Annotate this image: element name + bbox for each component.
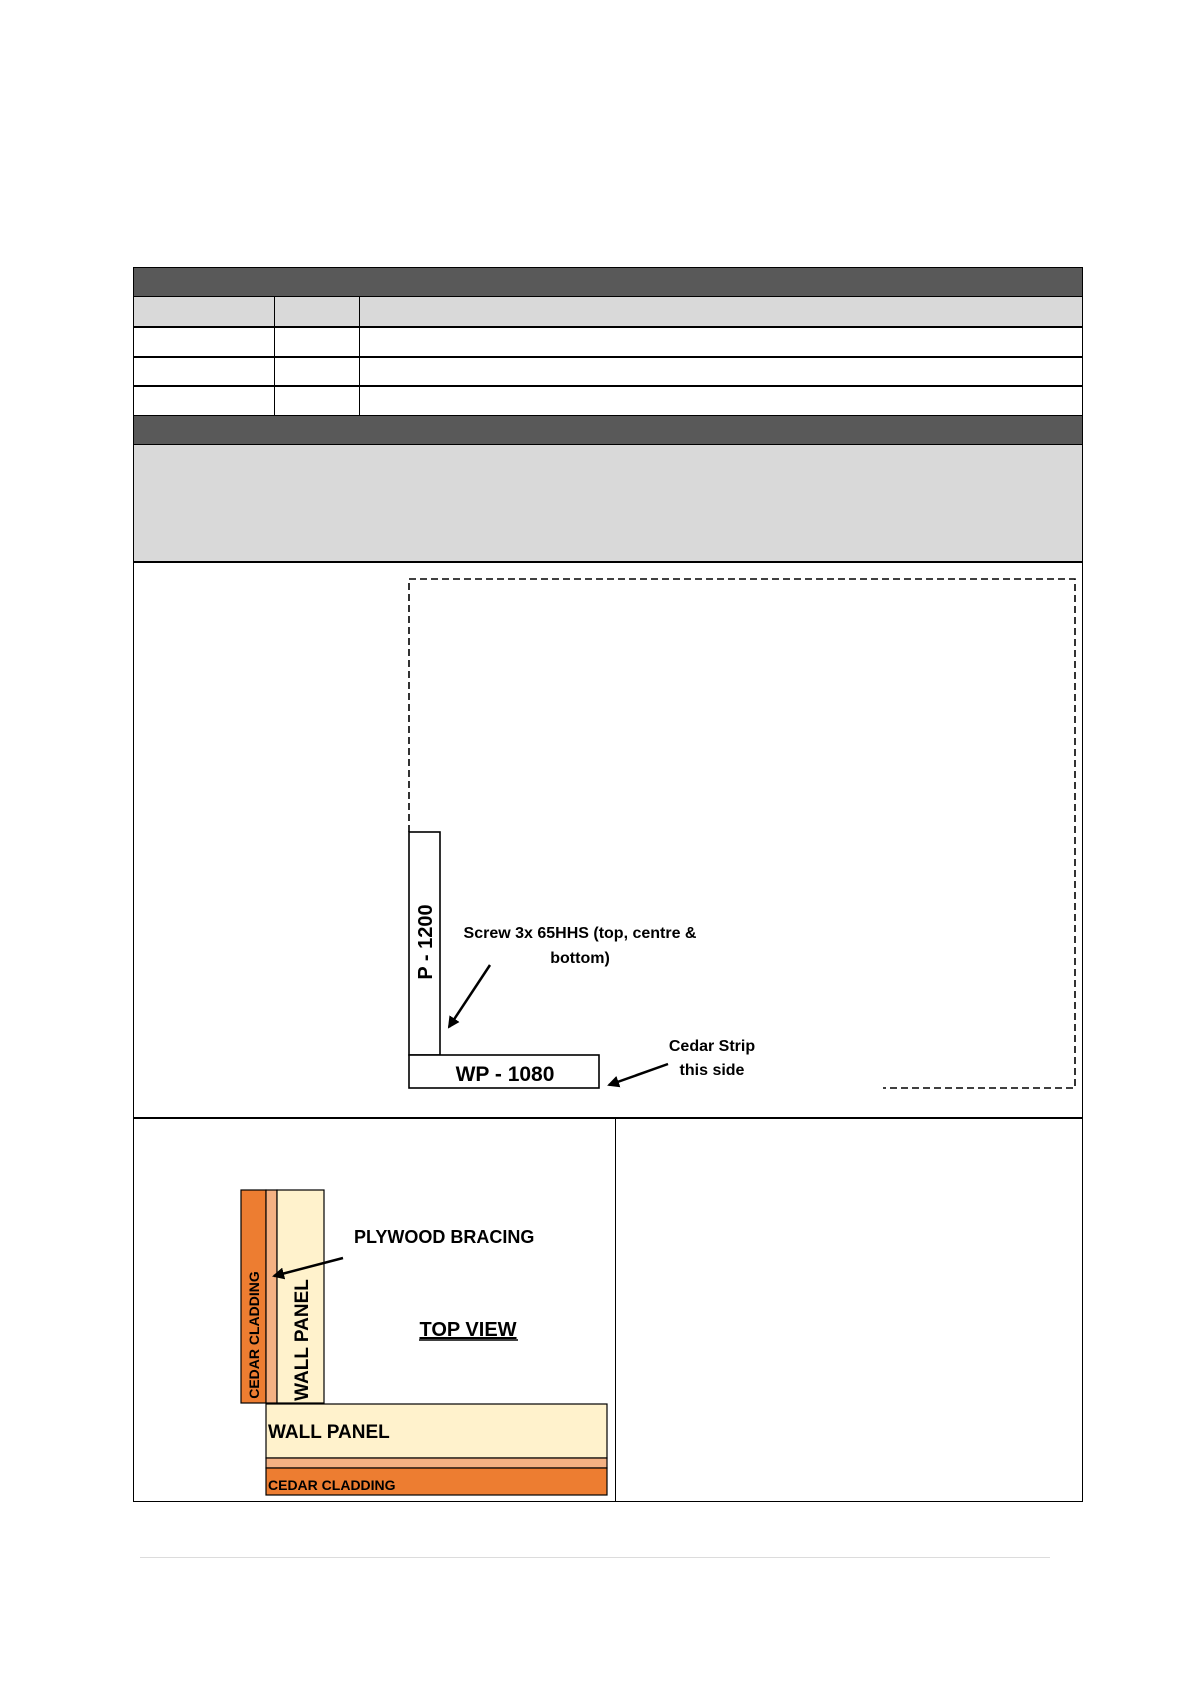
wall-plate-label: WP - 1080 — [455, 1063, 555, 1086]
cedar-note-line2: this side — [679, 1062, 745, 1079]
screw-note-line2: bottom) — [550, 950, 610, 967]
screw-arrow — [449, 965, 490, 1027]
dashed-outline — [409, 579, 1075, 1088]
cedar-arrow — [609, 1064, 668, 1085]
vertical-panel-label: WALL PANEL — [292, 1279, 313, 1401]
vertical-plywood-bracing — [266, 1190, 277, 1403]
bracing-label: PLYWOOD BRACING — [354, 1227, 535, 1247]
footer-divider — [140, 1557, 1050, 1558]
vertical-cladding-label: CEDAR CLADDING — [246, 1271, 262, 1399]
cedar-note-line1: Cedar Strip — [668, 1038, 756, 1055]
top-view-title: TOP VIEW — [419, 1319, 517, 1341]
post-label: P - 1200 — [415, 904, 437, 980]
horizontal-panel-label: WALL PANEL — [268, 1422, 390, 1443]
horizontal-cladding-label: CEDAR CLADDING — [268, 1477, 396, 1493]
screw-note-line1: Screw 3x 65HHS (top, centre & — [463, 925, 697, 942]
horizontal-plywood-bracing — [266, 1458, 607, 1468]
